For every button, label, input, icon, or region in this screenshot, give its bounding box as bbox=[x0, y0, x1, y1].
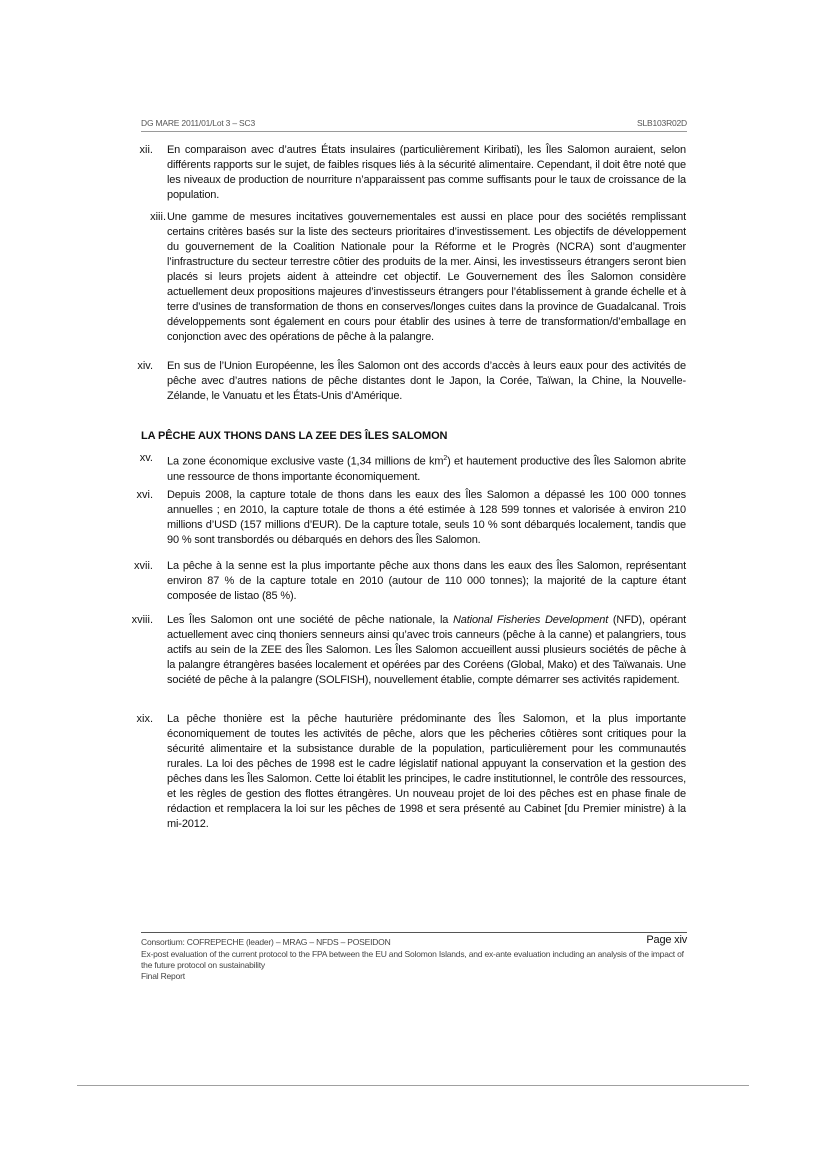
paragraph-number: xiv. bbox=[137, 360, 153, 372]
bottom-divider bbox=[77, 1085, 749, 1086]
text-segment: ) et hautement productive des Îles Salomon abrite une ressource de thons importante économiquement. bbox=[167, 455, 686, 483]
paragraph-number: xvii. bbox=[134, 560, 153, 572]
page-header bbox=[141, 118, 687, 132]
text-segment: Les Îles Salomon ont une société de pêche nationale, la bbox=[167, 614, 453, 626]
paragraph-text bbox=[167, 613, 686, 688]
paragraph-text: La pêche thonière est la pêche hauturière prédominante des Îles Salomon, et la plus importante économiquement de toutes les activités de pêche, alors que les pêcheries côtières sont critiques pour la sécurité alimentaire et la subsistance durable de la population, particulièrement pour les communautés rurales. La loi des pêches de 1998 est le cadre législatif national appuyant la conservation et la gestion des pêches dans les Îles Salomon. Cette loi établit les principes, le cadre institutionnel, le contrôle des ressources, et les règles de gestion des flottes étrangères. Un nouveau projet de loi des pêches est en phase finale de rédaction et remplacera la loi sur les pêches de 1998 et sera présenté au Cabinet [du Premier ministre) à la mi-2012. bbox=[167, 713, 686, 830]
paragraph-number: xviii. bbox=[131, 614, 153, 626]
paragraph-text bbox=[167, 451, 686, 485]
paragraph-text: En comparaison avec d’autres États insulaires (particulièrement Kiribati), les Îles Salomon auraient, selon différents rapports sur le sujet, de faibles risques liés à la sécurité alimentaire. Cependant, il doit être noté que les niveaux de production de nourriture n’apparaissent pas comme suffisants pour le taux de croissance de la population. bbox=[167, 144, 686, 201]
paragraph-text: Depuis 2008, la capture totale de thons dans les eaux des Îles Salomon a dépassé les 100 000 tonnes annuelles ; en 2010, la capture totale de thons a été estimée à 128 599 tonnes et valorisée à environ 210 millions d’USD (157 millions d’EUR). De la capture totale, seuls 10 % sont débarqués localement, tandis que 90 % sont transbordés ou débarqués en dehors des Îles Salomon. bbox=[167, 489, 686, 546]
footer-report-type: Final Report bbox=[141, 971, 185, 981]
footer-description: Ex-post evaluation of the current protocol to the FPA between the EU and Solomon Islands, and ex-ante evaluation including an analysis of the impact of the future protocol on sustainability bbox=[141, 949, 684, 970]
paragraph-number: xv. bbox=[139, 452, 153, 464]
page-footer bbox=[141, 932, 687, 982]
page-number: Page xiv bbox=[646, 934, 687, 946]
section-heading: LA PÊCHE AUX THONS DANS LA ZEE DES ÎLES SALOMON bbox=[141, 430, 448, 442]
header-reference: DG MARE 2011/01/Lot 3 – SC3 bbox=[141, 118, 255, 128]
paragraph-number: xii. bbox=[139, 144, 153, 156]
text-segment: (NFD), opérant actuellement avec cinq thoniers senneurs ainsi qu’avec trois canneurs (pêche à la canne) et palangriers, tous actifs au sein de la ZEE des Îles Salomon. Les Îles Salomon accueillent aussi plusieurs sociétés de pêche à la palangre étrangères basées localement et opérées par des Coréens (Global, Mako) et des Taïwanais. Une société de pêche à la palangre (SOLFISH), nouvellement établie, compte démarrer ses activités rapidement. bbox=[167, 614, 686, 686]
header-document-code: SLB103R02D bbox=[637, 118, 687, 128]
italic-organization-name: National Fisheries Development bbox=[452, 614, 609, 626]
paragraph-text: La pêche à la senne est la plus importante pêche aux thons dans les eaux des Îles Salomon, représentant environ 87 % de la capture totale en 2010 (autour de 110 000 tonnes); la majorité de la capture étant composée de listao (85 %). bbox=[167, 560, 686, 602]
superscript: 2 bbox=[443, 455, 448, 462]
footer-consortium: Consortium: COFREPECHE (leader) – MRAG – NFDS – POSEIDON bbox=[141, 937, 391, 947]
text-segment: La zone économique exclusive vaste (1,34 millions de km bbox=[167, 455, 444, 468]
paragraph-number: xix. bbox=[136, 713, 153, 725]
paragraph-text: En sus de l’Union Européenne, les Îles Salomon ont des accords d’accès à leurs eaux pour des activités de pêche avec d’autres nations de pêche distantes dont le Japon, la Corée, Taïwan, la Chine, la Nouvelle-Zélande, le Vanuatu et les États-Unis d’Amérique. bbox=[167, 360, 686, 402]
paragraph-text: Une gamme de mesures incitatives gouvernementales est aussi en place pour des sociétés remplissant certains critères basés sur la liste des secteurs prioritaires d’investissement. Les objectifs de développement du gouvernement de la Coalition Nationale pour la Réforme et le Progrès (NCRA) sont d’augmenter l’infrastructure du secteur terrestre côtier des produits de la mer. Ainsi, les investisseurs étrangers seront bien placés si leurs projets aident à atteindre cet objectif. Le Gouvernement des Îles Salomon considère actuellement deux propositions majeures d’investisseurs étrangers pour l’établissement à grande échelle et à terre d’usines de transformation de thons en conserves/longes cuites dans la province de Guadalcanal. Trois développements sont également en cours pour établir des usines à terre de transformation/d’emballage en conjonction avec des opérations de pêche à la palangre. bbox=[167, 211, 686, 343]
paragraph-number: xvi. bbox=[136, 489, 153, 501]
paragraph-number: xiii. bbox=[150, 211, 166, 223]
footer-top-row bbox=[141, 936, 687, 949]
